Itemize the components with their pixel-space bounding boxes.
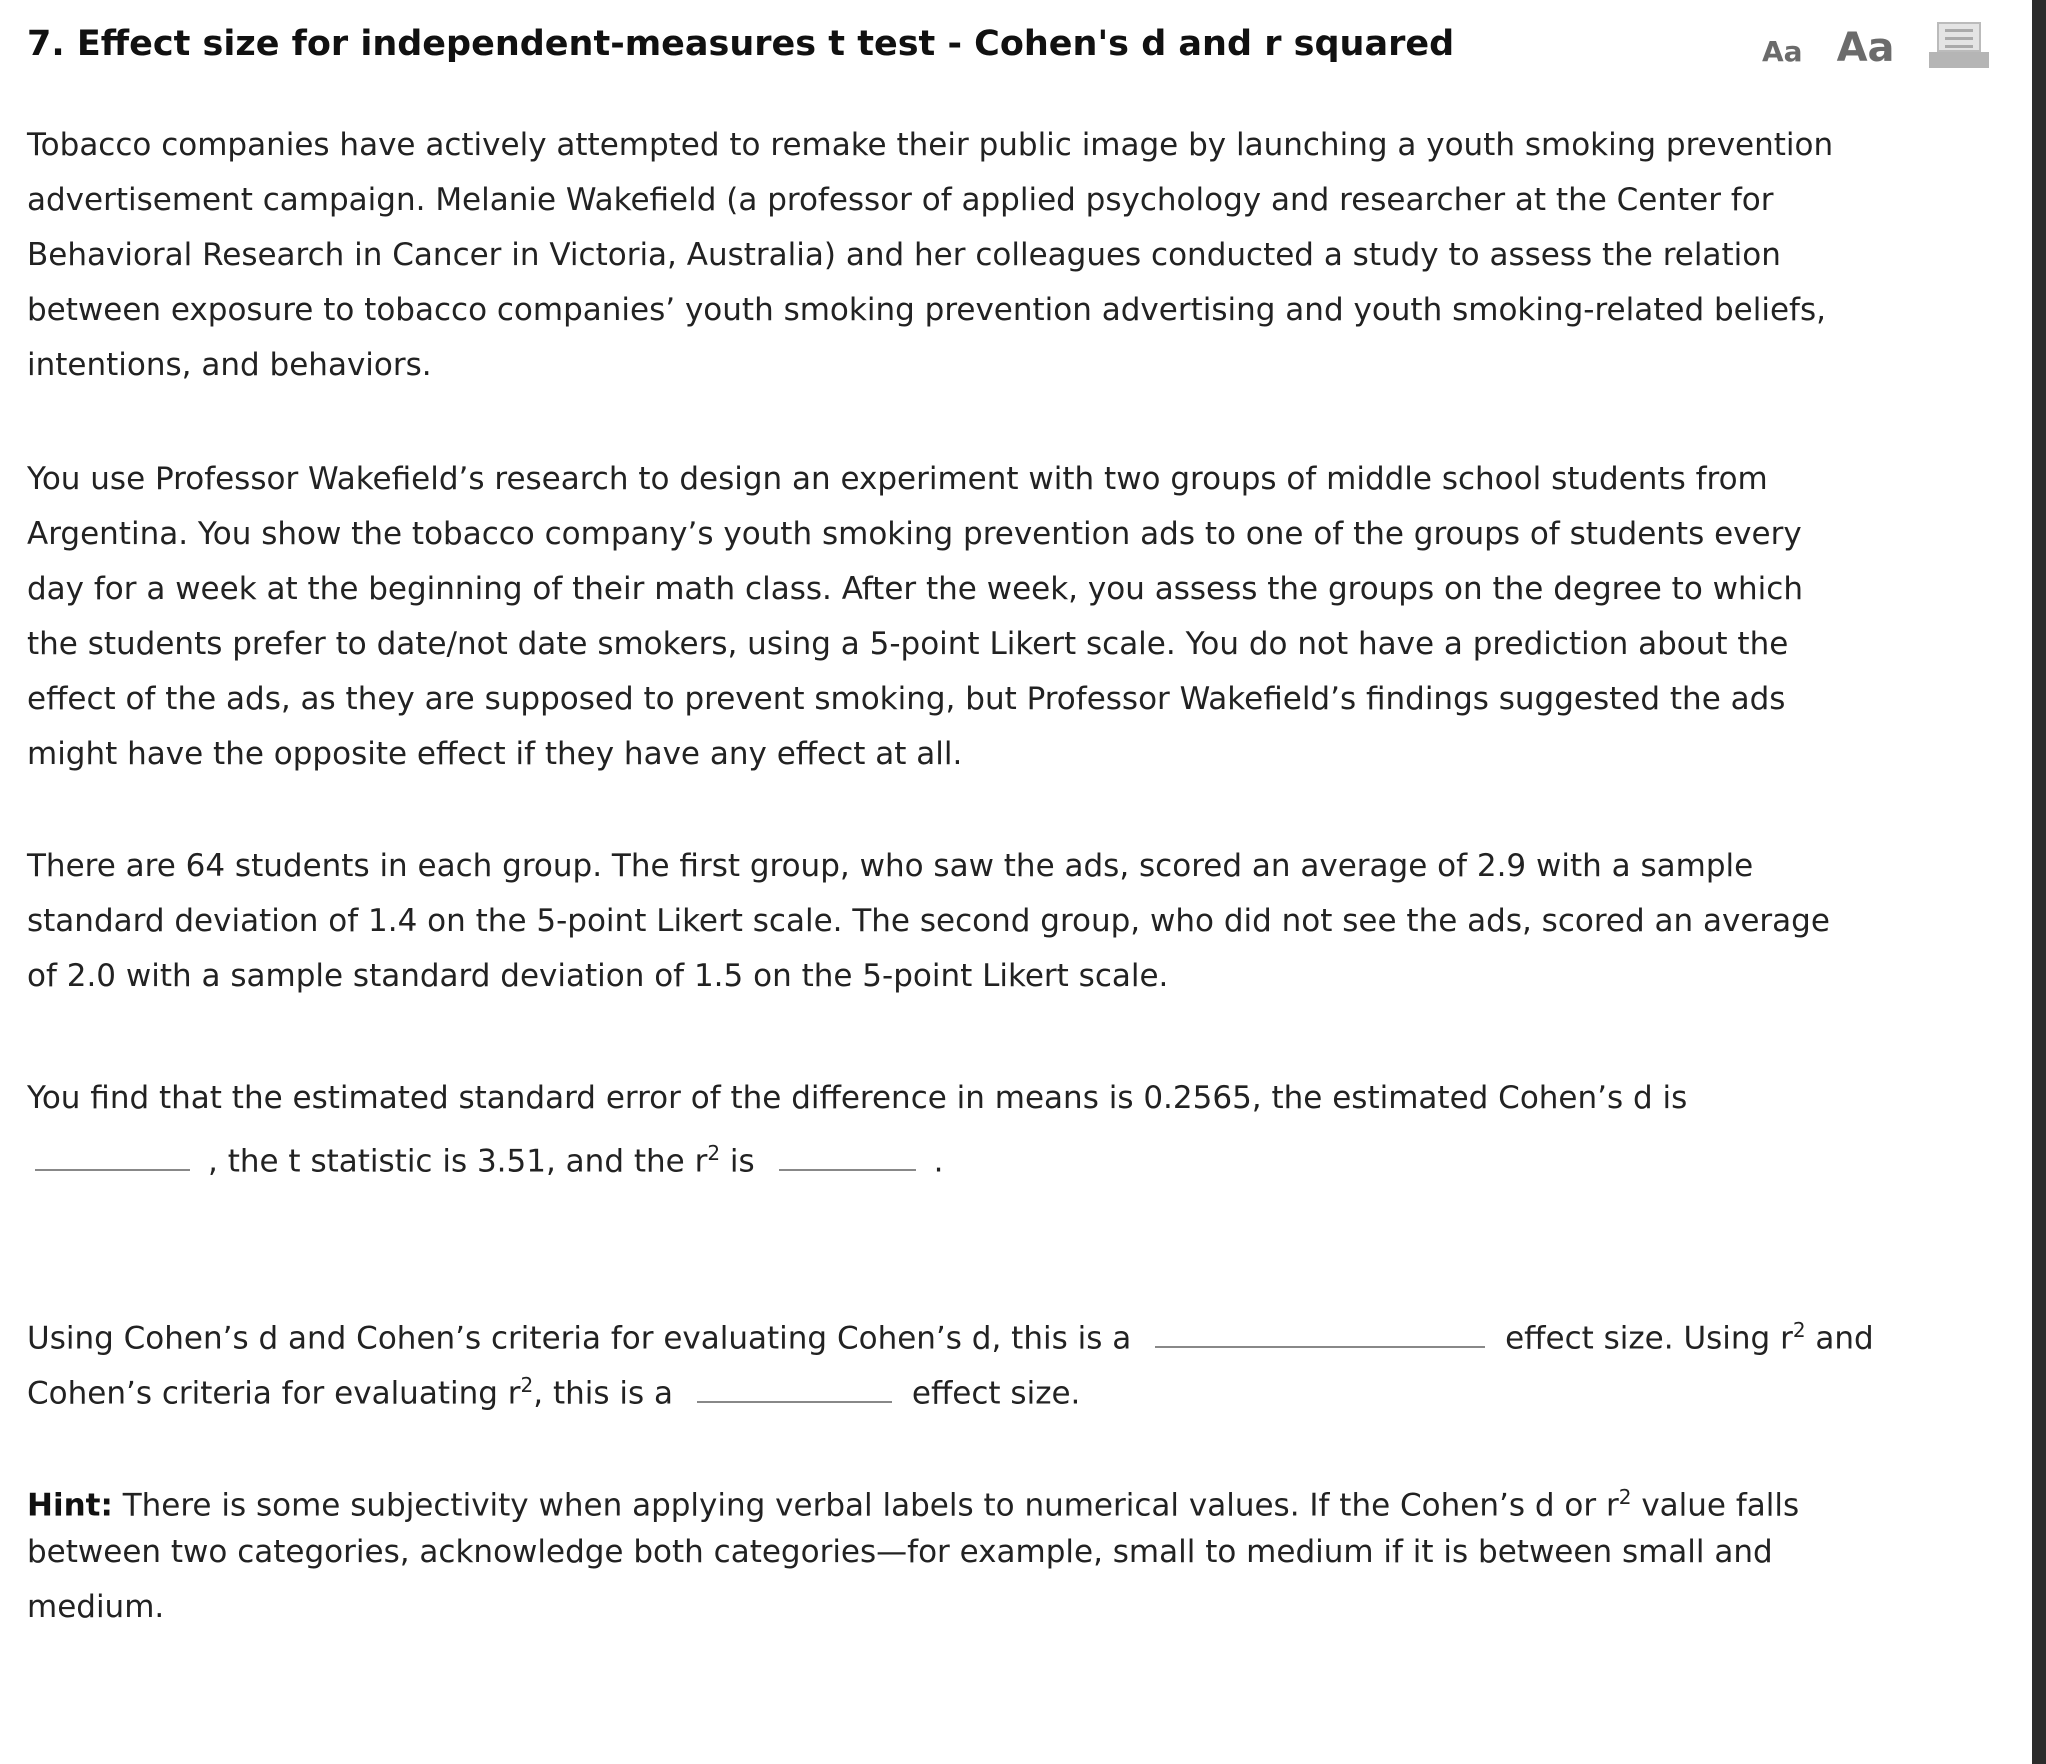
superscript: 2 — [1792, 1318, 1806, 1342]
text: Using Cohen’s d and Cohen’s criteria for evaluating Cohen’s d, this is a — [27, 1320, 1132, 1357]
printer-icon[interactable] — [1929, 22, 1989, 68]
text: , this is a — [533, 1375, 674, 1412]
text-line: You use Professor Wakefield’s research to design an experiment with two groups of middle school students from — [27, 461, 1768, 497]
text: effect size. — [911, 1375, 1081, 1412]
text-line: Argentina. You show the tobacco company’s youth smoking prevention ads to one of the groups of students every — [27, 516, 1802, 552]
question2-paragraph — [27, 1303, 1874, 1413]
text-line: Behavioral Research in Cancer in Victoria, Australia) and her colleagues conducted a study to assess the relation — [27, 237, 1781, 273]
text: Cohen’s criteria for evaluating r — [27, 1375, 521, 1412]
text-line: standard deviation of 1.4 on the 5-point Likert scale. The second group, who did not see the ads, scored an average — [27, 903, 1830, 939]
text-line: might have the opposite effect if they have any effect at all. — [27, 736, 963, 772]
r-squared-answer-blank[interactable] — [779, 1168, 916, 1171]
text-line: between two categories, acknowledge both categories—for example, small to medium if it is between small and — [27, 1534, 1773, 1570]
text-line: intentions, and behaviors. — [27, 347, 432, 383]
increase-font-button[interactable]: Aa — [1836, 25, 1895, 71]
text: and — [1805, 1320, 1874, 1357]
cohens-d-effect-size-blank[interactable] — [1155, 1345, 1485, 1348]
question1-paragraph — [27, 1071, 1687, 1181]
text-line: day for a week at the beginning of their math class. After the week, you assess the groups on the degree to which — [27, 571, 1803, 607]
question-title: 7. Effect size for independent-measures t test - Cohen's d and r squared — [27, 24, 1455, 64]
text: . — [933, 1143, 944, 1180]
text-line: advertisement campaign. Melanie Wakefield (a professor of applied psychology and researcher at the Center for — [27, 182, 1774, 218]
text-line: medium. — [27, 1589, 165, 1625]
text: There is some subjectivity when applying verbal labels to numerical values. If the Cohen’s d or r — [112, 1487, 1619, 1524]
text: value falls — [1631, 1487, 1800, 1524]
superscript: 2 — [520, 1373, 534, 1397]
text: effect size. Using r — [1505, 1320, 1793, 1357]
toolbar — [1762, 22, 1989, 71]
intro-paragraph — [27, 118, 1833, 393]
text-line: effect of the ads, as they are supposed to prevent smoking, but Professor Wakefield’s findings suggested the ads — [27, 681, 1786, 717]
cohens-d-answer-blank[interactable] — [35, 1168, 190, 1171]
superscript: 2 — [1618, 1485, 1632, 1509]
text-line: the students prefer to date/not date smokers, using a 5-point Likert scale. You do not have a prediction about the — [27, 626, 1789, 662]
hint-label: Hint: — [27, 1487, 113, 1524]
text: is — [720, 1143, 755, 1180]
text-line: There are 64 students in each group. The first group, who saw the ads, scored an average of 2.9 with a sample — [27, 848, 1754, 884]
text: , the t statistic is 3.51, and the r — [208, 1143, 708, 1180]
hint-paragraph — [27, 1470, 1799, 1635]
r-squared-effect-size-blank[interactable] — [697, 1400, 892, 1403]
text-line: Tobacco companies have actively attempted to remake their public image by launching a youth smoking prevention — [27, 127, 1834, 163]
text-line: You find that the estimated standard error of the difference in means is 0.2565, the estimated Cohen’s d is — [27, 1080, 1688, 1116]
superscript: 2 — [707, 1141, 721, 1165]
text-line: between exposure to tobacco companies’ youth smoking prevention advertising and youth smoking-related beliefs, — [27, 292, 1826, 328]
text-line: of 2.0 with a sample standard deviation of 1.5 on the 5-point Likert scale. — [27, 958, 1169, 994]
decrease-font-button[interactable]: Aa — [1762, 35, 1803, 68]
experiment-paragraph — [27, 452, 1803, 782]
scrollbar[interactable] — [2032, 0, 2046, 1764]
data-paragraph — [27, 839, 1830, 1004]
